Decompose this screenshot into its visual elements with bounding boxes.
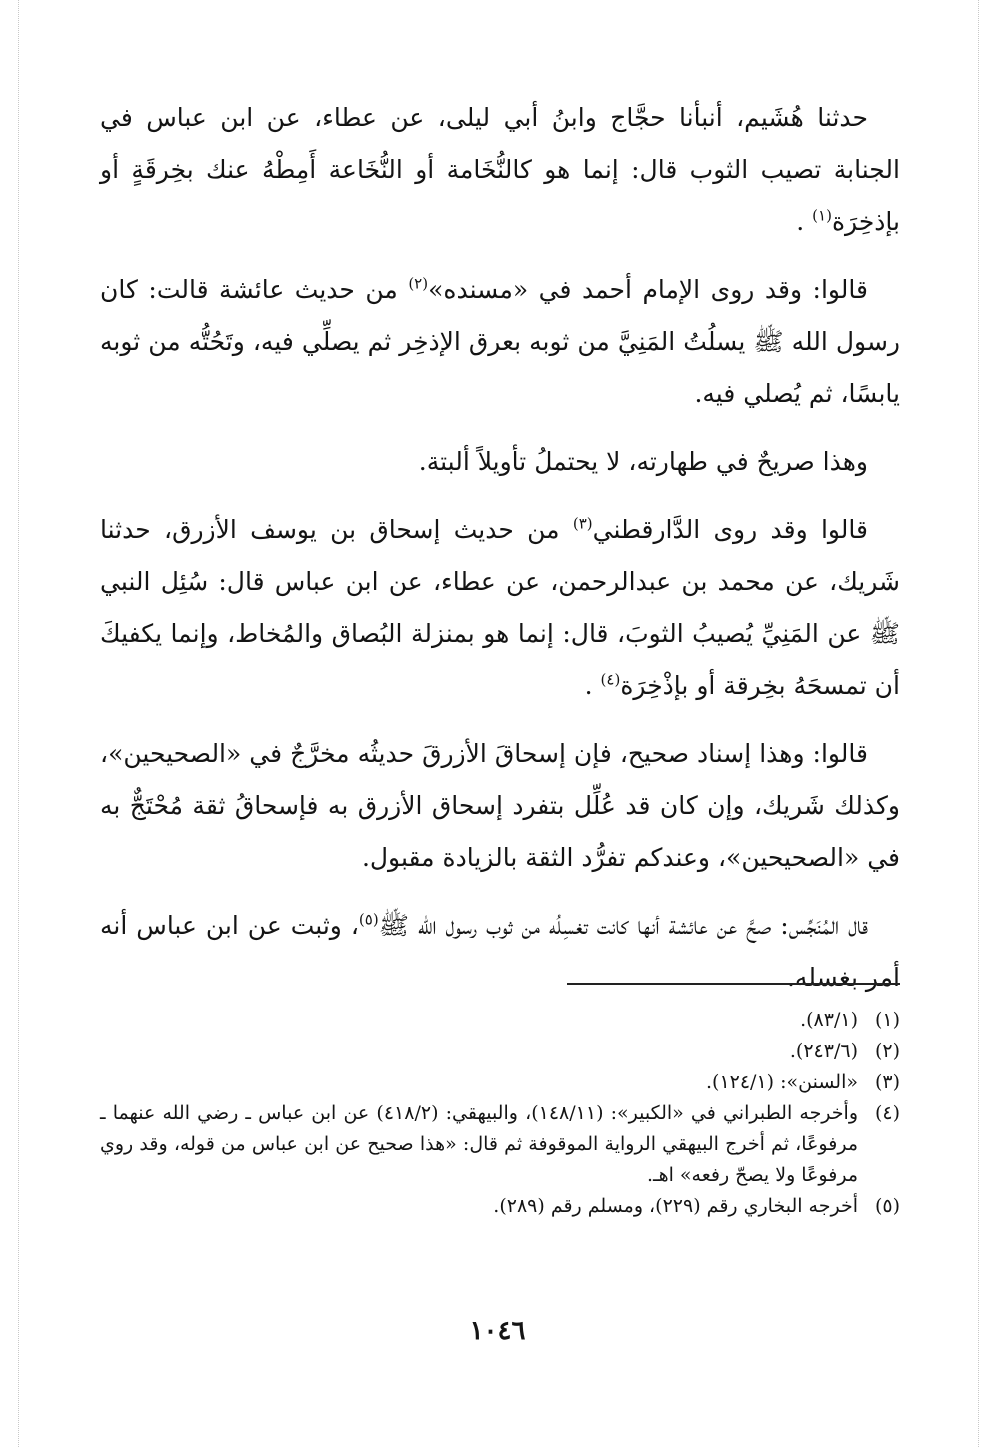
footnote-text: أخرجه البخاري رقم (٢٢٩)، ومسلم رقم (٢٨٩).	[493, 1195, 858, 1217]
footnote-marker-3: (٣)	[572, 514, 593, 533]
page-number: ١٠٤٦	[469, 1316, 526, 1346]
footnote-marker-4: (٤)	[600, 670, 621, 689]
paragraph-4: قالوا وقد روى الدَّارقطني$^{(٣)}$ من حديث إسحاق بن يوسف الأزرق، حدثنا شَريك، عن محمد بن عبدالرحمن، عن عطاء، عن ابن عباس قال: سُئِل النبي ﷺ عن المَنِيِّ يُصيبُ الثوبَ، قال: إنما هو بمنزلة البُصاق والمُخاط، وإنما يكفيكَ أن تمسحَهُ بخِرقة أو بإذْخِرَة$^{(٤)}$ .	[100, 514, 900, 700]
footnote-3	[100, 1067, 900, 1098]
main-text	[100, 92, 900, 1020]
footnote-text: وأخرجه الطبراني في «الكبير»: (١٤٨/١١)، والبيهقي: (٤١٨/٢) عن ابن عباس ـ رضي الله عنهما ـ مرفوعًا، ثم أخرج البيهقي الرواية الموقوفة ثم قال: «هذا صحيح عن ابن عباس من قوله، وقد روي مرفوعًا ولا يصحّ رفعه» اهـ.	[100, 1102, 858, 1186]
paragraph-3: وهذا صريحٌ في طهارته، لا يحتملُ تأويلاً ألبتة.	[418, 447, 868, 476]
footnote-marker-2: (٢)	[408, 274, 429, 293]
footnote-divider	[567, 983, 900, 985]
footnote-number: (٥)	[874, 1195, 900, 1217]
footnote-number: (٣)	[874, 1071, 900, 1093]
footnote-2	[100, 1036, 900, 1067]
footnote-5	[100, 1191, 900, 1222]
scan-artifact-left	[18, 0, 19, 1447]
footnote-4	[100, 1098, 900, 1191]
footnote-text: (٨٣/١).	[800, 1009, 858, 1031]
footnote-number: (١)	[874, 1009, 900, 1031]
footnote-marker-1: (١)	[812, 206, 832, 225]
footnotes	[100, 1005, 900, 1222]
footnote-text: «السنن»: (١٢٤/١).	[705, 1071, 858, 1093]
paragraph-5: قالوا: وهذا إسناد صحيح، فإن إسحاقَ الأزرقَ حديثُه مخرَّجٌ في «الصحيحين»، وكذلك شَريك، وإن كان قد عُلِّل بتفرد إسحاق الأزرق به فإسحاقُ ثقة مُحْتَجٌّ به في «الصحيحين»، وعندكم تفرُّد الثقة بالزيادة مقبول.	[100, 739, 900, 872]
paragraph-1: حدثنا هُشَيم، أنبأنا حجَّاج وابنُ أبي ليلى، عن عطاء، عن ابن عباس في الجنابة تصيب الثوب قال: إنما هو كالنُّخَامة أو النُّخَاعة أَمِطْهُ عنك بخِرقَةٍ أو بإذخِرَة$^{(١)}$ .	[100, 103, 900, 236]
footnote-text: (٢٤٣/٦).	[789, 1040, 858, 1062]
footnote-1	[100, 1005, 900, 1036]
scan-artifact-right	[978, 0, 979, 1447]
footnote-number: (٢)	[874, 1040, 900, 1062]
paragraph-6: قال المُنَجِّس: صحَّ عن عائشة أنها كانت تغسِلُه من ثوب رسول الله ﷺ$^{(٥)}$، وثبت عن ابن عباس أنه أمر بغسله.	[100, 910, 900, 992]
paragraph-2: قالوا: وقد روى الإمام أحمد في «مسنده»$^{(٢)}$ من حديث عائشة قالت: كان رسول الله ﷺ يسلُتُ المَنِيَّ من ثوبه بعرق الإذخِر ثم يصلِّي فيه، وتَحُتُّه من ثوبه يابسًا، ثم يُصلي فيه.	[100, 274, 900, 408]
footnote-marker-5: (٥)	[358, 910, 379, 929]
footnote-number: (٤)	[874, 1102, 900, 1124]
